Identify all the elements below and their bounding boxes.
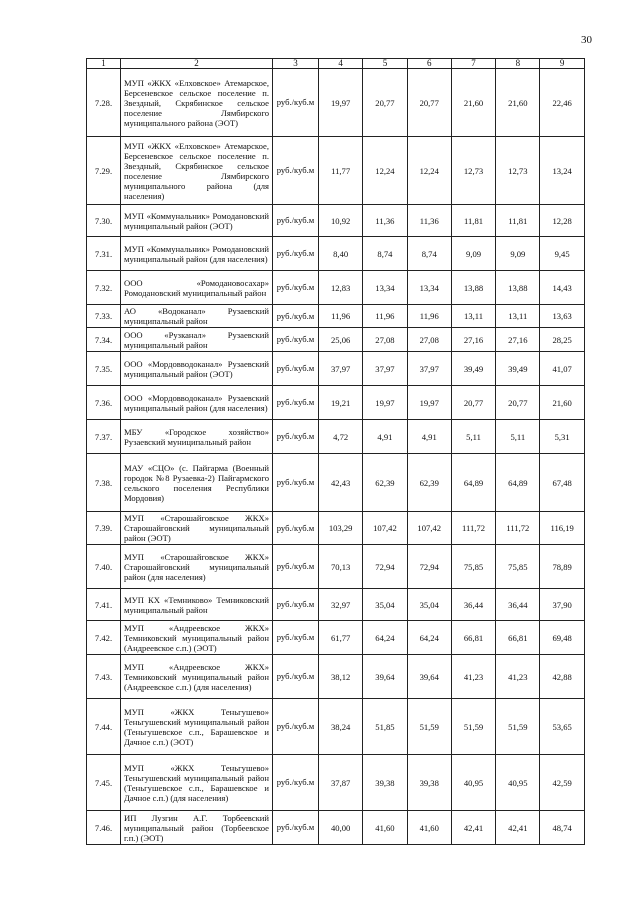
table-row (87, 755, 585, 811)
tariff-value: 35,04 (407, 589, 451, 621)
unit-of-measure: руб./куб.м (273, 386, 319, 420)
tariff-value: 41,60 (363, 811, 407, 845)
tariff-value: 38,12 (319, 655, 363, 699)
tariff-value: 13,11 (451, 305, 495, 328)
tariff-value: 12,24 (407, 137, 451, 205)
unit-of-measure: руб./куб.м (273, 454, 319, 512)
tariff-value: 11,36 (363, 205, 407, 237)
tariff-value: 13,34 (363, 271, 407, 305)
tariff-value: 11,36 (407, 205, 451, 237)
tariff-value: 53,65 (540, 699, 584, 755)
tariff-value: 13,63 (540, 305, 584, 328)
tariff-value: 41,60 (407, 811, 451, 845)
tariff-value: 13,11 (496, 305, 540, 328)
tariff-value: 28,25 (540, 328, 584, 352)
header-cell: 4 (319, 59, 363, 69)
unit-of-measure: руб./куб.м (273, 811, 319, 845)
unit-of-measure: руб./куб.м (273, 655, 319, 699)
row-number: 7.43. (87, 655, 121, 699)
tariff-value: 64,89 (496, 454, 540, 512)
row-number: 7.32. (87, 271, 121, 305)
unit-of-measure: руб./куб.м (273, 512, 319, 545)
table-row (87, 589, 585, 621)
header-cell: 6 (407, 59, 451, 69)
tariff-value: 111,72 (496, 512, 540, 545)
unit-of-measure: руб./куб.м (273, 271, 319, 305)
organization-name: ООО «Мордовводоканал» Рузаевский муниципальный район (для населения) (121, 386, 273, 420)
tariff-table-body (87, 59, 585, 845)
tariff-value: 39,38 (407, 755, 451, 811)
organization-name: МАУ «СЦО» (с. Пайгарма (Военный городок №8 Рузаевка-2) Пайгармского сельского поселения Республики Мордовия) (121, 454, 273, 512)
tariff-value: 37,87 (319, 755, 363, 811)
tariff-value: 21,60 (540, 386, 584, 420)
tariff-value: 25,06 (319, 328, 363, 352)
tariff-value: 42,43 (319, 454, 363, 512)
tariff-value: 40,95 (496, 755, 540, 811)
organization-name: МУП «ЖКХ Теньгушево» Теньгушевский муниципальный район (Теньгушевское с.п., Барашевское и Дачное с.п.) (для населения) (121, 755, 273, 811)
row-number: 7.38. (87, 454, 121, 512)
organization-name: ООО «Мордовводоканал» Рузаевский муниципальный район (ЭОТ) (121, 352, 273, 386)
organization-name: МБУ «Городское хозяйство» Рузаевский муниципальный район (121, 420, 273, 454)
tariff-value: 75,85 (496, 545, 540, 589)
tariff-value: 36,44 (496, 589, 540, 621)
tariff-value: 20,77 (407, 69, 451, 137)
organization-name: ООО «Ромодановосахар» Ромодановский муниципальный район (121, 271, 273, 305)
tariff-value: 41,23 (496, 655, 540, 699)
unit-of-measure: руб./куб.м (273, 69, 319, 137)
table-row (87, 137, 585, 205)
tariff-value: 5,11 (496, 420, 540, 454)
tariff-value: 107,42 (407, 512, 451, 545)
unit-of-measure: руб./куб.м (273, 621, 319, 655)
tariff-value: 70,13 (319, 545, 363, 589)
tariff-value: 27,16 (451, 328, 495, 352)
tariff-value: 40,00 (319, 811, 363, 845)
organization-name: МУП КХ «Темниково» Темниковский муниципальный район (121, 589, 273, 621)
table-row (87, 386, 585, 420)
tariff-value: 51,59 (407, 699, 451, 755)
tariff-value: 72,94 (407, 545, 451, 589)
tariff-value: 11,81 (451, 205, 495, 237)
row-number: 7.41. (87, 589, 121, 621)
tariff-value: 41,23 (451, 655, 495, 699)
row-number: 7.33. (87, 305, 121, 328)
tariff-value: 41,07 (540, 352, 584, 386)
tariff-value: 21,60 (496, 69, 540, 137)
row-number: 7.44. (87, 699, 121, 755)
tariff-value: 69,48 (540, 621, 584, 655)
organization-name: МУП «ЖКХ Теньгушево» Теньгушевский муниципальный район (Теньгушевское с.п., Барашевское и Дачное с.п.) (ЭОТ) (121, 699, 273, 755)
table-row (87, 655, 585, 699)
tariff-value: 20,77 (363, 69, 407, 137)
organization-name: МУП «Андреевское ЖКХ» Темниковский муниципальный район (Андреевское с.п.) (для населения) (121, 655, 273, 699)
row-number: 7.46. (87, 811, 121, 845)
table-row (87, 271, 585, 305)
tariff-value: 9,09 (451, 237, 495, 271)
table-row (87, 699, 585, 755)
tariff-value: 37,97 (407, 352, 451, 386)
tariff-value: 72,94 (363, 545, 407, 589)
tariff-value: 4,91 (407, 420, 451, 454)
tariff-value: 64,24 (407, 621, 451, 655)
organization-name: МУП «Старошайговское ЖКХ» Старошайговский муниципальный район (для населения) (121, 545, 273, 589)
header-row (87, 59, 585, 69)
tariff-value: 62,39 (363, 454, 407, 512)
tariff-value: 39,49 (451, 352, 495, 386)
tariff-value: 20,77 (496, 386, 540, 420)
organization-name: ИП Лузгин А.Г. Торбеевский муниципальный район (Торбеевское г.п.) (ЭОТ) (121, 811, 273, 845)
unit-of-measure: руб./куб.м (273, 237, 319, 271)
tariff-value: 62,39 (407, 454, 451, 512)
table-row (87, 237, 585, 271)
tariff-value: 14,43 (540, 271, 584, 305)
tariff-value: 64,24 (363, 621, 407, 655)
tariff-value: 11,96 (363, 305, 407, 328)
tariff-value: 11,96 (319, 305, 363, 328)
organization-name: МУП «Старошайговское ЖКХ» Старошайговский муниципальный район (ЭОТ) (121, 512, 273, 545)
tariff-value: 20,77 (451, 386, 495, 420)
tariff-value: 39,38 (363, 755, 407, 811)
row-number: 7.37. (87, 420, 121, 454)
tariff-value: 38,24 (319, 699, 363, 755)
row-number: 7.31. (87, 237, 121, 271)
tariff-value: 66,81 (496, 621, 540, 655)
tariff-value: 9,45 (540, 237, 584, 271)
row-number: 7.39. (87, 512, 121, 545)
tariff-value: 11,96 (407, 305, 451, 328)
tariff-value: 61,77 (319, 621, 363, 655)
organization-name: МУП «Коммунальник» Ромодановский муниципальный район (для населения) (121, 237, 273, 271)
tariff-value: 22,46 (540, 69, 584, 137)
tariff-value: 78,89 (540, 545, 584, 589)
tariff-value: 37,90 (540, 589, 584, 621)
header-cell: 9 (540, 59, 584, 69)
organization-name: ООО «Рузканал» Рузаевский муниципальный район (121, 328, 273, 352)
tariff-table (86, 58, 585, 845)
organization-name: МУП «ЖКХ «Елховское» Атемарское, Берсеневское сельское поселение п. Звездный, Скрябинское сельское поселение Лямбирского муниципального района (для населения) (121, 137, 273, 205)
table-row (87, 420, 585, 454)
tariff-value: 39,64 (363, 655, 407, 699)
tariff-value: 42,41 (496, 811, 540, 845)
page-number: 30 (581, 34, 592, 46)
tariff-value: 39,64 (407, 655, 451, 699)
tariff-value: 103,29 (319, 512, 363, 545)
table-row (87, 205, 585, 237)
tariff-value: 19,97 (407, 386, 451, 420)
tariff-value: 32,97 (319, 589, 363, 621)
row-number: 7.42. (87, 621, 121, 655)
unit-of-measure: руб./куб.м (273, 328, 319, 352)
tariff-value: 75,85 (451, 545, 495, 589)
tariff-value: 64,89 (451, 454, 495, 512)
tariff-value: 51,59 (451, 699, 495, 755)
tariff-value: 35,04 (363, 589, 407, 621)
tariff-value: 40,95 (451, 755, 495, 811)
row-number: 7.40. (87, 545, 121, 589)
tariff-value: 66,81 (451, 621, 495, 655)
tariff-value: 19,97 (319, 69, 363, 137)
tariff-value: 12,73 (496, 137, 540, 205)
table-row (87, 811, 585, 845)
organization-name: АО «Водоканал» Рузаевский муниципальный район (121, 305, 273, 328)
tariff-value: 19,97 (363, 386, 407, 420)
table-row (87, 621, 585, 655)
tariff-value: 5,11 (451, 420, 495, 454)
tariff-value: 27,16 (496, 328, 540, 352)
row-number: 7.34. (87, 328, 121, 352)
row-number: 7.29. (87, 137, 121, 205)
unit-of-measure: руб./куб.м (273, 420, 319, 454)
tariff-value: 37,97 (363, 352, 407, 386)
table-row (87, 305, 585, 328)
unit-of-measure: руб./куб.м (273, 755, 319, 811)
tariff-value: 51,59 (496, 699, 540, 755)
tariff-value: 21,60 (451, 69, 495, 137)
tariff-value: 8,74 (407, 237, 451, 271)
tariff-value: 111,72 (451, 512, 495, 545)
tariff-value: 12,28 (540, 205, 584, 237)
table-row (87, 352, 585, 386)
table-row (87, 328, 585, 352)
row-number: 7.28. (87, 69, 121, 137)
organization-name: МУП «Коммунальник» Ромодановский муниципальный район (ЭОТ) (121, 205, 273, 237)
row-number: 7.45. (87, 755, 121, 811)
row-number: 7.36. (87, 386, 121, 420)
row-number: 7.30. (87, 205, 121, 237)
table-row (87, 454, 585, 512)
tariff-value: 48,74 (540, 811, 584, 845)
tariff-value: 67,48 (540, 454, 584, 512)
tariff-value: 11,77 (319, 137, 363, 205)
unit-of-measure: руб./куб.м (273, 305, 319, 328)
tariff-value: 42,59 (540, 755, 584, 811)
unit-of-measure: руб./куб.м (273, 137, 319, 205)
tariff-value: 116,19 (540, 512, 584, 545)
tariff-value: 36,44 (451, 589, 495, 621)
tariff-value: 27,08 (363, 328, 407, 352)
header-cell: 7 (451, 59, 495, 69)
unit-of-measure: руб./куб.м (273, 589, 319, 621)
table-row (87, 512, 585, 545)
organization-name: МУП «ЖКХ «Елховское» Атемарское, Берсеневское сельское поселение п. Звездный, Скрябинское сельское поселение Лямбирского муниципального района (ЭОТ) (121, 69, 273, 137)
unit-of-measure: руб./куб.м (273, 352, 319, 386)
tariff-value: 37,97 (319, 352, 363, 386)
header-cell: 8 (496, 59, 540, 69)
header-cell: 2 (121, 59, 273, 69)
tariff-value: 12,83 (319, 271, 363, 305)
tariff-value: 8,74 (363, 237, 407, 271)
table-row (87, 69, 585, 137)
header-cell: 3 (273, 59, 319, 69)
tariff-value: 39,49 (496, 352, 540, 386)
tariff-value: 4,72 (319, 420, 363, 454)
tariff-value: 9,09 (496, 237, 540, 271)
tariff-value: 19,21 (319, 386, 363, 420)
tariff-value: 12,24 (363, 137, 407, 205)
row-number: 7.35. (87, 352, 121, 386)
unit-of-measure: руб./куб.м (273, 699, 319, 755)
tariff-value: 13,24 (540, 137, 584, 205)
tariff-value: 12,73 (451, 137, 495, 205)
tariff-value: 42,88 (540, 655, 584, 699)
tariff-value: 8,40 (319, 237, 363, 271)
header-cell: 5 (363, 59, 407, 69)
tariff-value: 13,88 (451, 271, 495, 305)
unit-of-measure: руб./куб.м (273, 205, 319, 237)
tariff-value: 5,31 (540, 420, 584, 454)
tariff-value: 42,41 (451, 811, 495, 845)
tariff-value: 13,34 (407, 271, 451, 305)
tariff-value: 13,88 (496, 271, 540, 305)
table-row (87, 545, 585, 589)
tariff-value: 11,81 (496, 205, 540, 237)
tariff-value: 10,92 (319, 205, 363, 237)
organization-name: МУП «Андреевское ЖКХ» Темниковский муниципальный район (Андреевское с.п.) (ЭОТ) (121, 621, 273, 655)
tariff-value: 107,42 (363, 512, 407, 545)
tariff-value: 27,08 (407, 328, 451, 352)
header-cell: 1 (87, 59, 121, 69)
tariff-value: 4,91 (363, 420, 407, 454)
unit-of-measure: руб./куб.м (273, 545, 319, 589)
tariff-value: 51,85 (363, 699, 407, 755)
